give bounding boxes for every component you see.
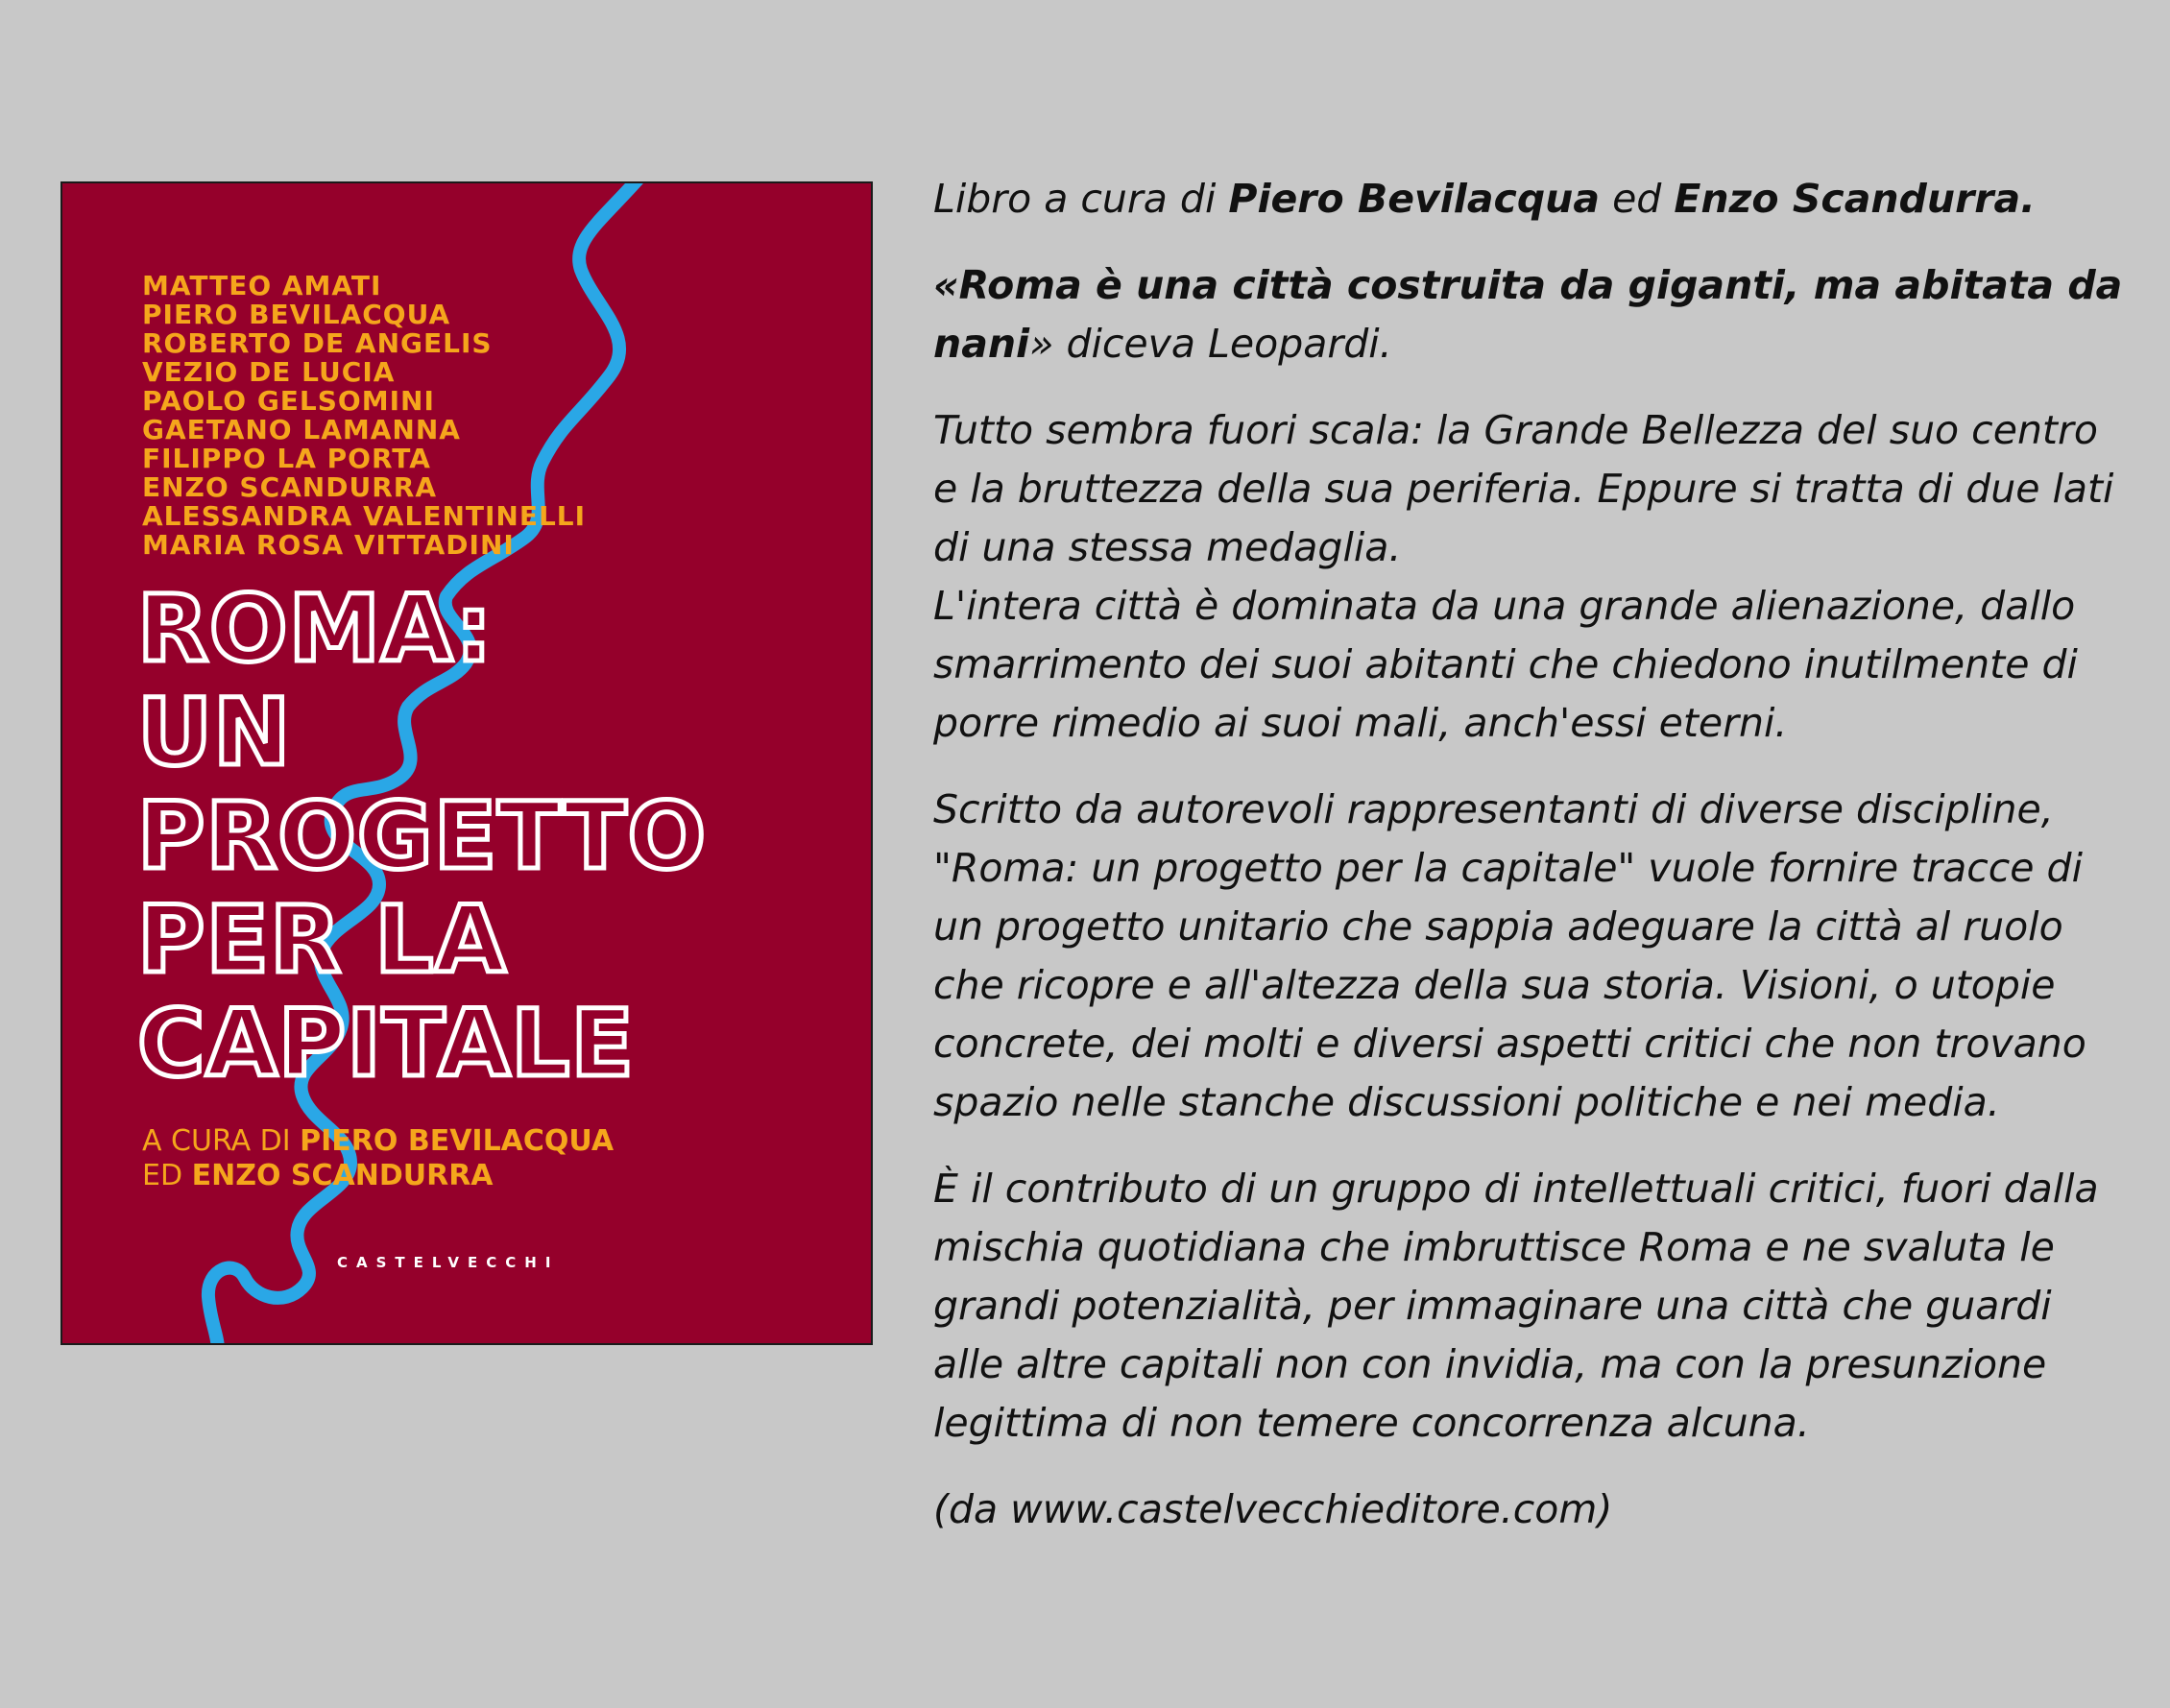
leopardi-quote: «Roma è una città costruita da giganti, ma abitata da nani (933, 262, 2123, 367)
cover-title-line: CAPITALE (137, 990, 635, 1097)
author-name: PIERO BEVILACQUA (142, 299, 451, 330)
author-name: FILIPPO LA PORTA (142, 443, 431, 474)
intro-paragraph: Libro a cura di Piero Bevilacqua ed Enzo Scandurra. (933, 176, 2036, 222)
book-cover (60, 181, 873, 1345)
cover-editors (142, 1124, 614, 1193)
publisher-logo: CASTELVECCHI (337, 1254, 560, 1271)
source-credit: (da www.castelvecchieditore.com) (933, 1486, 1613, 1532)
editor-name-bold: Enzo Scandurra. (1674, 176, 2036, 222)
cover-editor-line (142, 1159, 614, 1193)
author-name: ALESSANDRA VALENTINELLI (142, 500, 587, 532)
editor-prefix: ED (142, 1159, 192, 1192)
cover-title (137, 577, 707, 1095)
author-name: ENZO SCANDURRA (142, 471, 438, 503)
cover-editor-line (142, 1124, 614, 1159)
author-name: MARIA ROSA VITTADINI (142, 529, 515, 561)
body-paragraph: Scritto da autorevoli rappresentanti di diverse discipline, "Roma: un progetto per la capitale" vuole fornire tracce di un progetto unitario che sappia adeguare la città al ruolo che ricopre e all'altezza della sua storia. Visioni, o utopie concrete, dei molti e diversi aspetti critici che non trovano spazio nelle stanche discussioni politiche e nei media. (933, 786, 2086, 1125)
cover-title-line: PROGETTO (137, 782, 708, 890)
book-description (933, 170, 2134, 1567)
author-name: PAOLO GELSOMINI (142, 385, 435, 417)
author-name: VEZIO DE LUCIA (142, 356, 396, 388)
body-paragraph: È il contributo di un gruppo di intellettuali critici, fuori dalla mischia quotidiana che imbruttisce Roma e ne svaluta le grandi potenzialità, per immaginare una città che guardi alle altre capitali non con invidia, ma con la presunzione legittima di non temere concorrenza alcuna. (933, 1166, 2099, 1446)
cover-title-line: UN (137, 679, 292, 786)
editor-name: PIERO BEVILACQUA (300, 1124, 615, 1158)
editor-name: ENZO SCANDURRA (191, 1159, 494, 1192)
author-name: ROBERTO DE ANGELIS (142, 327, 493, 359)
cover-title-line: ROMA: (137, 575, 494, 683)
editor-prefix: A CURA DI (142, 1124, 301, 1158)
body-paragraph: Tutto sembra fuori scala: la Grande Bellezza del suo centro e la bruttezza della sua periferia. Eppure si tratta di due lati di una stessa medaglia. L'intera città è dominata da una grande alienazione, dallo smarrimento dei suoi abitanti che chiedono inutilmente di porre rimedio ai suoi mali, anch'essi eterni. (933, 407, 2114, 746)
authors-list (142, 272, 586, 560)
editor-name-bold: Piero Bevilacqua (1228, 176, 1601, 222)
author-name: GAETANO LAMANNA (142, 414, 461, 445)
author-name: MATTEO AMATI (142, 270, 382, 301)
quote-paragraph: «Roma è una città costruita da giganti, ma abitata da nani» diceva Leopardi. (933, 262, 2123, 367)
cover-title-line: PER LA (137, 886, 507, 994)
